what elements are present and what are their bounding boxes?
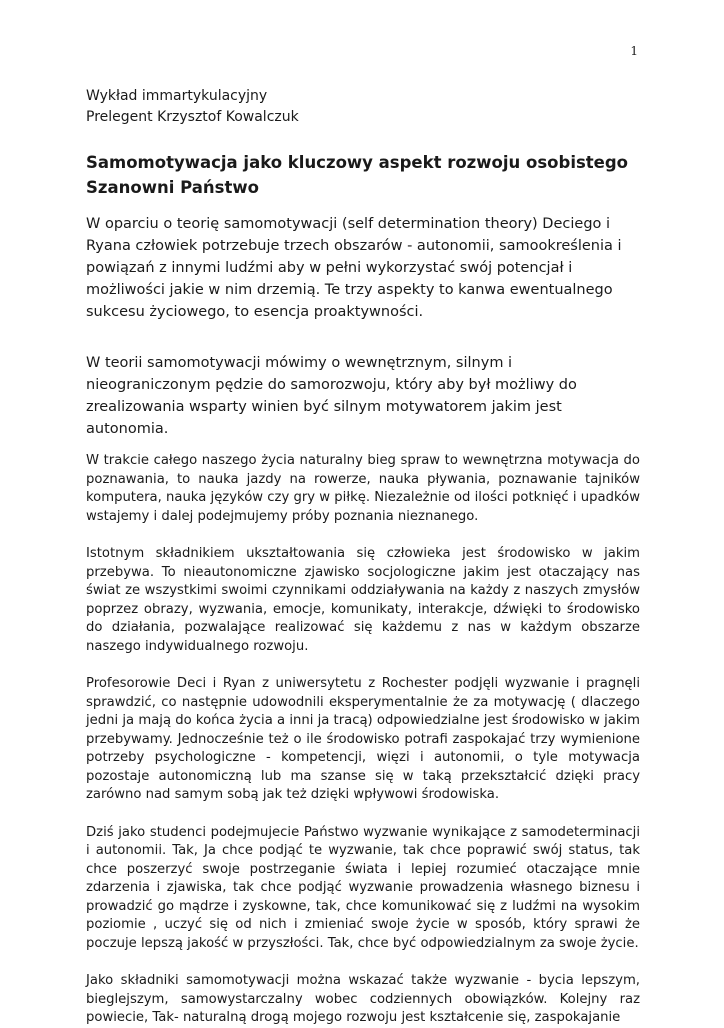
document-body — [86, 86, 640, 1028]
lecture-type: Wykład immartykulacyjny — [86, 88, 268, 104]
salutation: Szanowni Państwo — [86, 178, 259, 197]
body-paragraph: W trakcie całego naszego życia naturalny bieg spraw to wewnętrzna motywacja do poznawania, to nauka jazdy na rowerze, nauka pływania, poznawanie tajników komputera, nauka języków czy gry w piłkę. Niezależnie od ilości potknięć i upadków wstajemy i dalej podejmujemy próby poznania nieznanego. — [86, 453, 640, 524]
intro-paragraph: W oparciu o teorię samomotywacji (self determination theory) Deciego i Ryana człowiek potrzebuje trzech obszarów - autonomii, samookreślenia i powiązań z innymi ludźmi aby w pełni wykorzystać swój potencjał i możliwości jakie w nim drzemią. Te trzy aspekty to kanwa ewentualnego sukcesu życiowego, to esencja proaktywności. — [86, 216, 622, 320]
body-paragraph: Profesorowie Deci i Ryan z uniwersytetu z Rochester podjęli wyzwanie i pragnęli sprawdzić, co następnie udowodnili eksperymentalnie że za motywację ( dlaczego jedni ja mają do końca życia a inni ja tracą) odpowiedzialne jest środowisko w jakim przebywamy. Jednocześnie też o ile środowisko potrafi zaspokajać trzy wymienione potrzeby psychologiczne - kompetencji, więzi i autonomii, o tyle motywacja pozostaje autonomiczną lub ma szanse się w taką przekształcić dzięki pracy zarówno nad samym sobą jak też dzięki wpływowi środowiska. — [86, 676, 640, 802]
autonomy-paragraph: W teorii samomotywacji mówimy o wewnętrznym, silnym i nieograniczonym pędzie do samorozwoju, który aby był możliwy do zrealizowania wsparty winien być silnym motywatorem jakim jest autonomia. — [86, 355, 577, 437]
lecturer-name: Prelegent Krzysztof Kowalczuk — [86, 109, 299, 125]
document-title — [86, 150, 640, 200]
body-paragraph: Jako składniki samomotywacji można wskazać także wyzwanie - bycia lepszym, bieglejszym, samowystarczalny wobec codziennych obowiązków. Kolejny raz powiecie, Tak- naturalną drogą mojego rozwoju jest kształcenie się, zaspokajanie — [86, 973, 640, 1025]
body-paragraph: Istotnym składnikiem ukształtowania się człowieka jest środowisko w jakim przebywa. To nieautonomiczne zjawisko socjologiczne jakim jest otaczający nas świat ze wszystkimi swoimi czynnikami oddziaływania na każdy z naszych zmysłów poprzez obrazy, wyzwania, emocje, komunikaty, interakcje, dźwięki to środowisko do działania, pozwalające realizować się każdemu z nas w każdym obszarze naszego indywidualnego rozwoju. — [86, 546, 640, 654]
body-paragraph: Dziś jako studenci podejmujecie Państwo wyzwanie wynikające z samodeterminacji i autonomii. Tak, Ja chce podjąć te wyzwanie, tak chce poprawić swój status, tak chce poszerzyć swoje postrzeganie świata i lepiej rozumieć otaczające mnie zdarzenia i zjawiska, tak chce podjąć wyzwanie prowadzenia własnego biznesu i prowadzić go mądrze i zyskowne, tak, chce komunikować się z ludźmi na wysokim poziomie , uczyć się od nich i zmieniać swoje życie w sposób, który sprawi że poczuje lepszą jakość w przyszłości. Tak, chce być odpowiedzialnym za swoje życie. — [86, 824, 640, 951]
title-line: Samomotywacja jako kluczowy aspekt rozwoju osobistego — [86, 153, 629, 172]
page-number: 1 — [630, 44, 638, 58]
